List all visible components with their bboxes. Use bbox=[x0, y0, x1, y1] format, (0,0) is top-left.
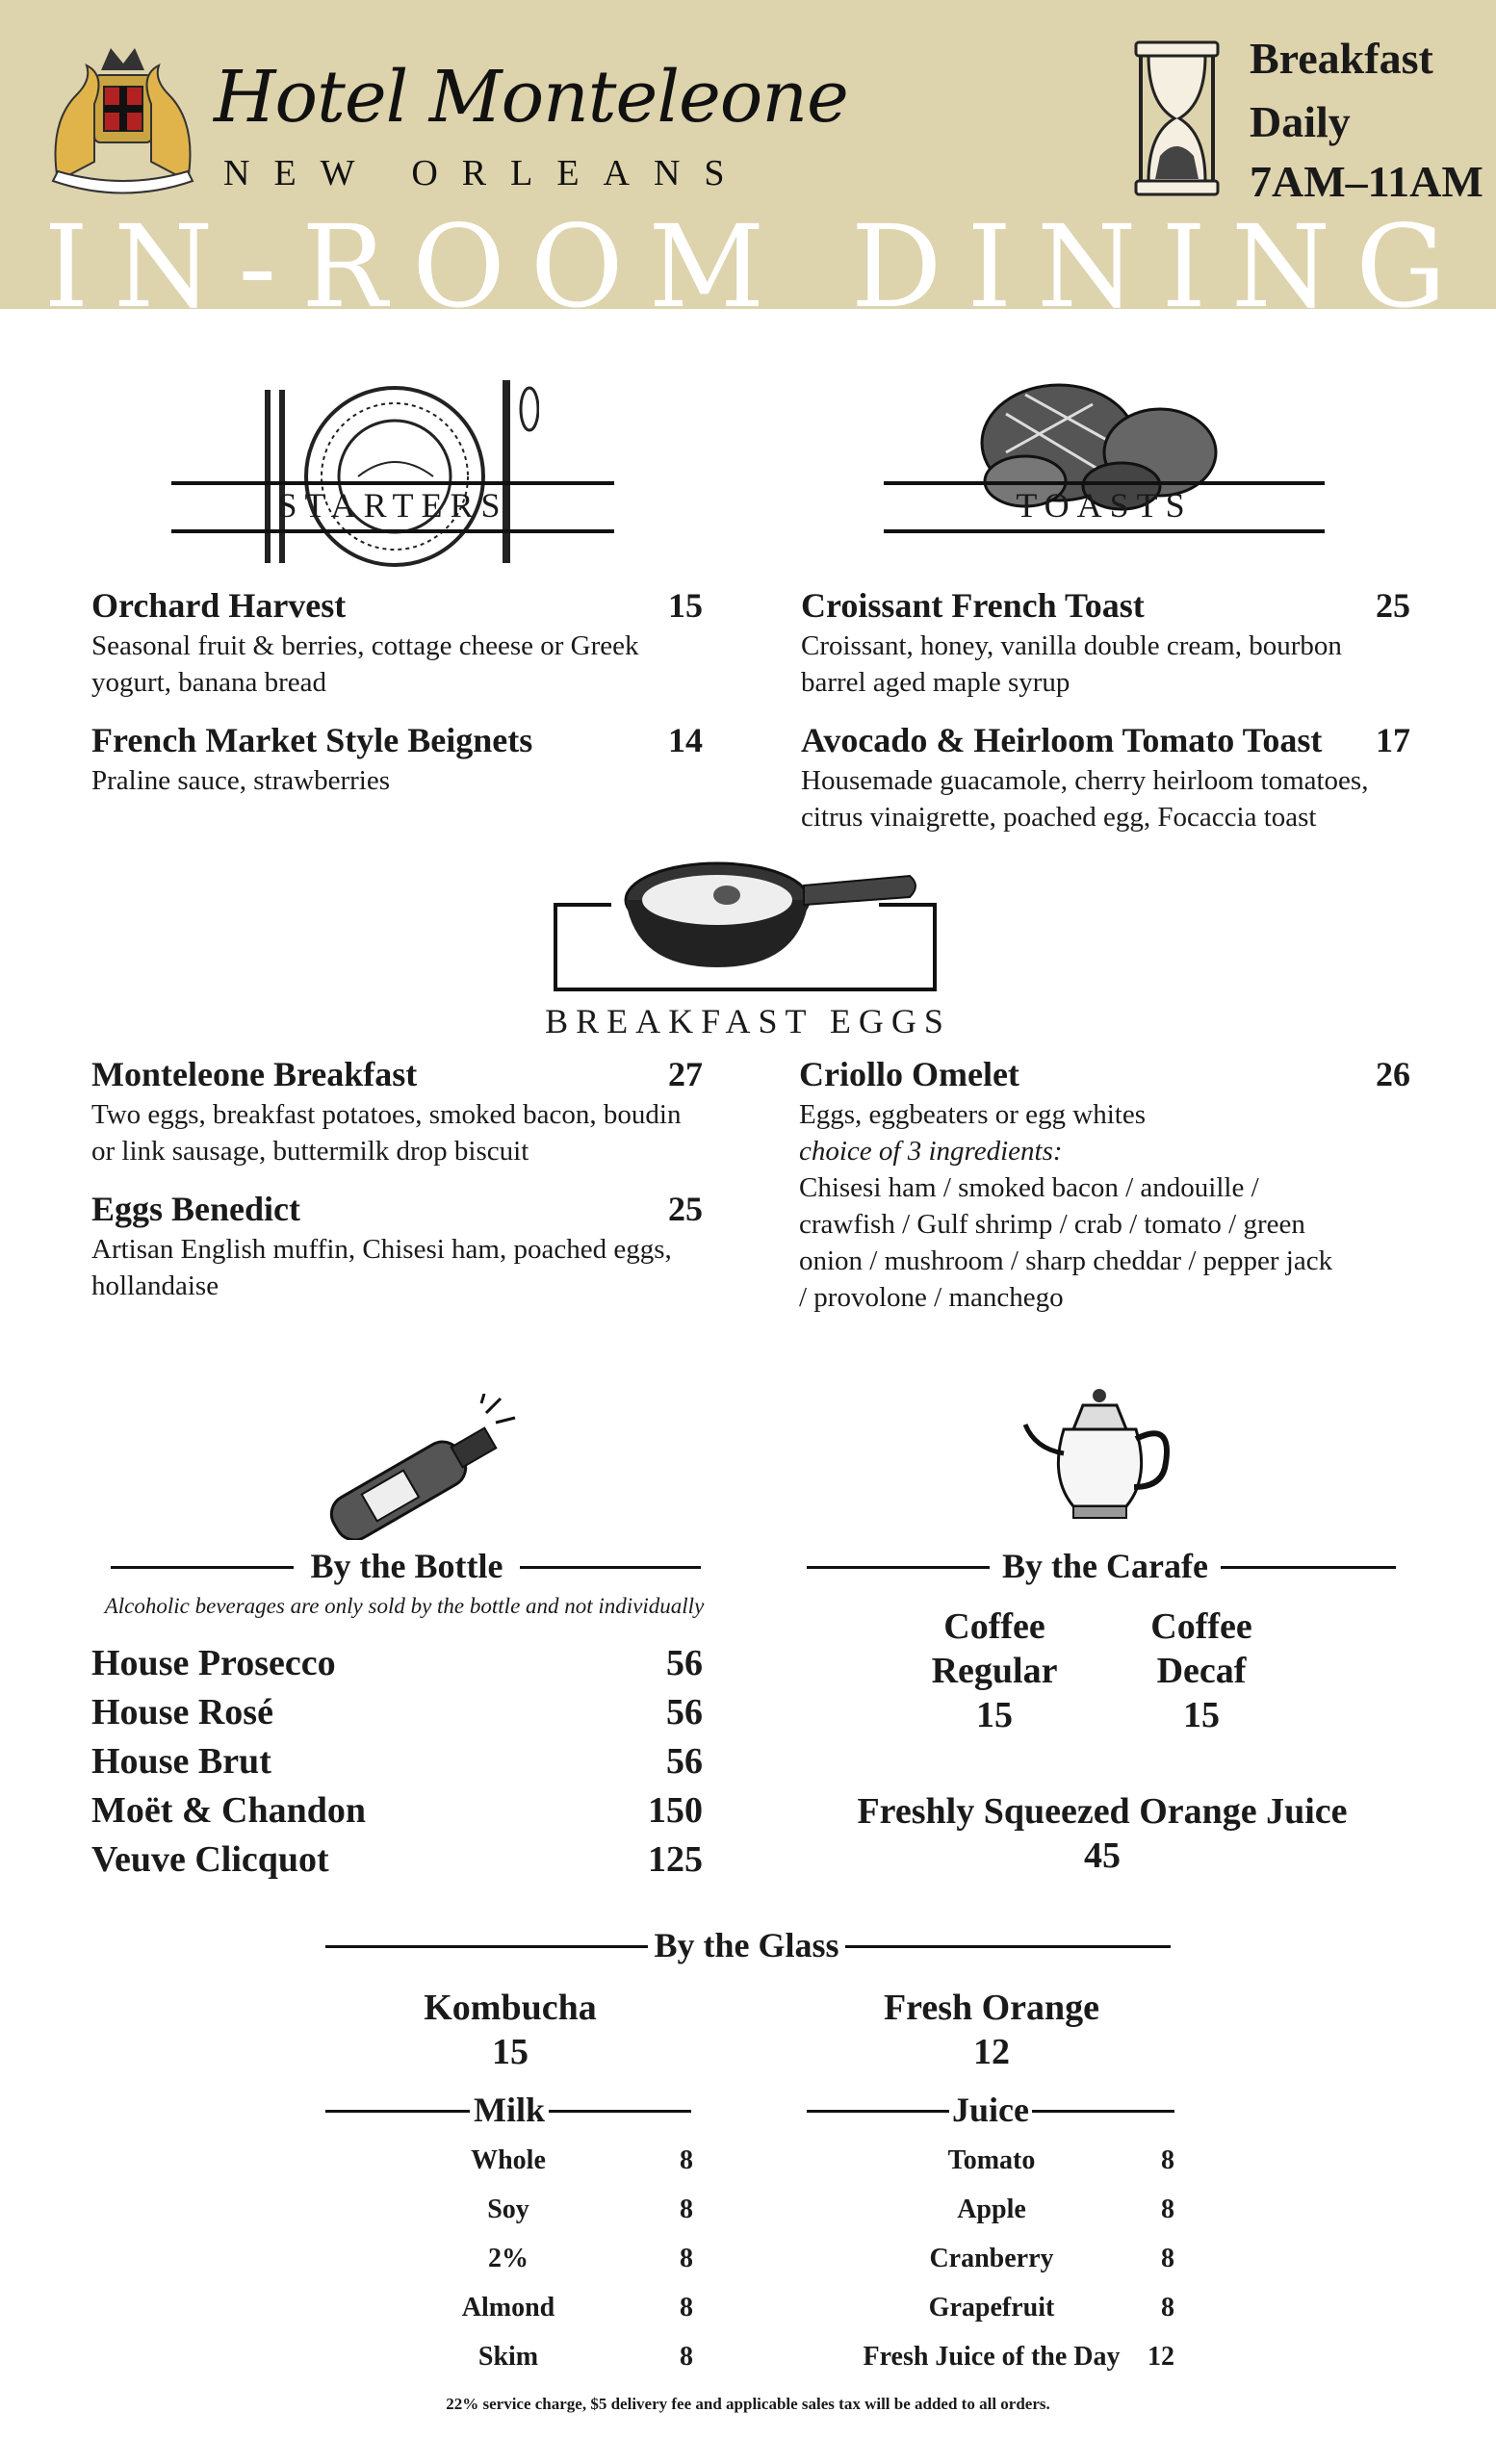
milk-item-price: 8 bbox=[680, 2145, 693, 2175]
toasts-title: TOASTS bbox=[1016, 486, 1193, 525]
egg-item-desc: Two eggs, breakfast potatoes, smoked bacon, boudin or link sausage, buttermilk drop biscuit bbox=[91, 1099, 682, 1167]
juice-item-name: Apple bbox=[957, 2194, 1026, 2224]
juice-item-name: Cranberry bbox=[929, 2244, 1054, 2273]
milk-item-price: 8 bbox=[680, 2342, 693, 2372]
egg-item-price: 27 bbox=[668, 1055, 703, 1093]
starter-name: Orchard Harvest bbox=[91, 586, 347, 625]
egg-item-price: 26 bbox=[1376, 1055, 1410, 1093]
coffee-regular-line1: Coffee bbox=[943, 1606, 1045, 1647]
kombucha-price: 15 bbox=[492, 2032, 529, 2072]
juice-rule-left bbox=[807, 2110, 949, 2113]
juice-item-price: 8 bbox=[1161, 2293, 1174, 2323]
juice-item-name: Tomato bbox=[947, 2145, 1036, 2175]
toast-desc: Housemade guacamole, cherry heirloom tomatoes, citrus vinaigrette, poached egg, Focaccia toast bbox=[801, 765, 1369, 833]
juice-item-name: Fresh Juice of the Day bbox=[863, 2342, 1121, 2372]
carafe-title: By the Carafe bbox=[1002, 1547, 1208, 1585]
hours-title: Breakfast bbox=[1250, 34, 1433, 83]
starters-title: STARTERS bbox=[277, 486, 508, 525]
bottle-item-name: House Prosecco bbox=[91, 1643, 336, 1683]
starter-name: French Market Style Beignets bbox=[91, 721, 533, 759]
juice-item-price: 8 bbox=[1161, 2194, 1174, 2224]
bottle-item-price: 125 bbox=[648, 1839, 703, 1880]
eggs-frame-left bbox=[554, 903, 611, 907]
juice-item-price: 8 bbox=[1161, 2244, 1174, 2273]
egg-item-choice: choice of 3 ingredients: bbox=[799, 1136, 1063, 1167]
milk-item-name: 2% bbox=[488, 2244, 529, 2273]
skillet-egg-icon bbox=[621, 857, 924, 972]
egg-item-ingredients: Chisesi ham / smoked bacon / andouille / crawfish / Gulf shrimp / crab / tomato / green onion / mushroom / sharp cheddar / pepper jack / provolone / manchego bbox=[799, 1172, 1333, 1313]
carafe-rule-left bbox=[807, 1566, 990, 1569]
milk-item-name: Skim bbox=[477, 2342, 539, 2372]
oj-name: Freshly Squeezed Orange Juice bbox=[857, 1791, 1348, 1832]
banner-title: IN-ROOM DINING bbox=[43, 200, 1472, 309]
coffee-decaf-line2: Decaf bbox=[1156, 1651, 1247, 1691]
oj-price: 45 bbox=[1084, 1835, 1121, 1876]
bottle-item-price: 150 bbox=[648, 1790, 703, 1831]
bottle-item-name: Moët & Chandon bbox=[91, 1790, 367, 1831]
starters-rule-bottom bbox=[171, 529, 614, 533]
glass-title: By the Glass bbox=[654, 1926, 839, 1964]
bottle-item-name: Veuve Clicquot bbox=[91, 1839, 329, 1880]
bottle-item-price: 56 bbox=[666, 1692, 703, 1732]
eggs-title: BREAKFAST EGGS bbox=[545, 1002, 951, 1040]
starter-price: 14 bbox=[668, 721, 703, 759]
bottle-disclaimer: Alcoholic beverages are only sold by the bottle and not individually bbox=[104, 1594, 705, 1618]
juice-title: Juice bbox=[952, 2091, 1029, 2129]
toasts-rule-bottom bbox=[884, 529, 1325, 533]
coffee-decaf-line1: Coffee bbox=[1150, 1606, 1252, 1647]
juice-item-price: 8 bbox=[1161, 2145, 1174, 2175]
carafe-rule-right bbox=[1221, 1566, 1396, 1569]
bottle-item-price: 56 bbox=[666, 1741, 703, 1782]
juice-item-name: Grapefruit bbox=[928, 2293, 1055, 2323]
fresh-orange-price: 12 bbox=[973, 2032, 1010, 2072]
toast-name: Croissant French Toast bbox=[801, 586, 1145, 625]
starter-desc: Seasonal fruit & berries, cottage cheese or Greek yogurt, banana bread bbox=[91, 630, 639, 698]
bottle-item-price: 56 bbox=[666, 1643, 703, 1683]
egg-item-name: Monteleone Breakfast bbox=[91, 1055, 418, 1093]
bottle-title: By the Bottle bbox=[310, 1547, 503, 1585]
milk-item-price: 8 bbox=[680, 2293, 693, 2323]
hours-time: 7AM–11AM bbox=[1250, 157, 1483, 206]
toast-price: 25 bbox=[1376, 586, 1410, 625]
plate-cutlery-icon bbox=[250, 371, 539, 573]
starter-price: 15 bbox=[668, 586, 703, 625]
milk-title: Milk bbox=[473, 2091, 545, 2129]
milk-item-price: 8 bbox=[680, 2194, 693, 2224]
toast-name: Avocado & Heirloom Tomato Toast bbox=[801, 721, 1323, 759]
coffee-pot-icon bbox=[1020, 1381, 1179, 1527]
coffee-regular-line2: Regular bbox=[931, 1651, 1058, 1691]
glass-rule-right bbox=[845, 1945, 1171, 1948]
milk-rule-right bbox=[549, 2110, 691, 2113]
milk-rule-left bbox=[325, 2110, 470, 2113]
milk-item-name: Almond bbox=[461, 2293, 555, 2323]
toast-desc: Croissant, honey, vanilla double cream, bourbon barrel aged maple syrup bbox=[801, 630, 1342, 698]
egg-item-desc: Eggs, eggbeaters or egg whites bbox=[799, 1099, 1146, 1130]
egg-item-name: Eggs Benedict bbox=[91, 1190, 301, 1228]
bottle-rule-right bbox=[520, 1566, 701, 1569]
hourglass-icon bbox=[1131, 40, 1223, 196]
hotel-crest-icon bbox=[39, 37, 207, 200]
bottle-item-name: House Rosé bbox=[91, 1692, 273, 1732]
milk-item-name: Whole bbox=[471, 2145, 546, 2175]
milk-item-price: 8 bbox=[680, 2244, 693, 2273]
bottle-rule-left bbox=[111, 1566, 294, 1569]
egg-item-price: 25 bbox=[668, 1190, 703, 1228]
milk-item-name: Soy bbox=[487, 2194, 529, 2224]
toast-price: 17 bbox=[1376, 721, 1410, 759]
footer-note: 22% service charge, $5 delivery fee and applicable sales tax will be added to all orders. bbox=[446, 2395, 1050, 2413]
fresh-orange-name: Fresh Orange bbox=[883, 1988, 1100, 2028]
hotel-city: NEW ORLEANS bbox=[223, 153, 749, 193]
starter-desc: Praline sauce, strawberries bbox=[91, 765, 391, 796]
hotel-name-logo: Hotel Monteleone bbox=[214, 56, 848, 139]
coffee-decaf-price: 15 bbox=[1183, 1695, 1220, 1735]
egg-item-name: Criollo Omelet bbox=[799, 1055, 1019, 1093]
kombucha-name: Kombucha bbox=[424, 1988, 597, 2028]
hours-frequency: Daily bbox=[1250, 97, 1351, 146]
coffee-regular-price: 15 bbox=[976, 1695, 1013, 1735]
glass-rule-left bbox=[325, 1945, 648, 1948]
bottle-item-name: House Brut bbox=[91, 1741, 271, 1782]
juice-item-price: 12 bbox=[1148, 2342, 1174, 2372]
juice-rule-right bbox=[1032, 2110, 1174, 2113]
header-band bbox=[0, 0, 1496, 309]
egg-item-desc: Artisan English muffin, Chisesi ham, poached eggs, hollandaise bbox=[91, 1234, 672, 1301]
champagne-bottle-icon bbox=[303, 1394, 520, 1540]
